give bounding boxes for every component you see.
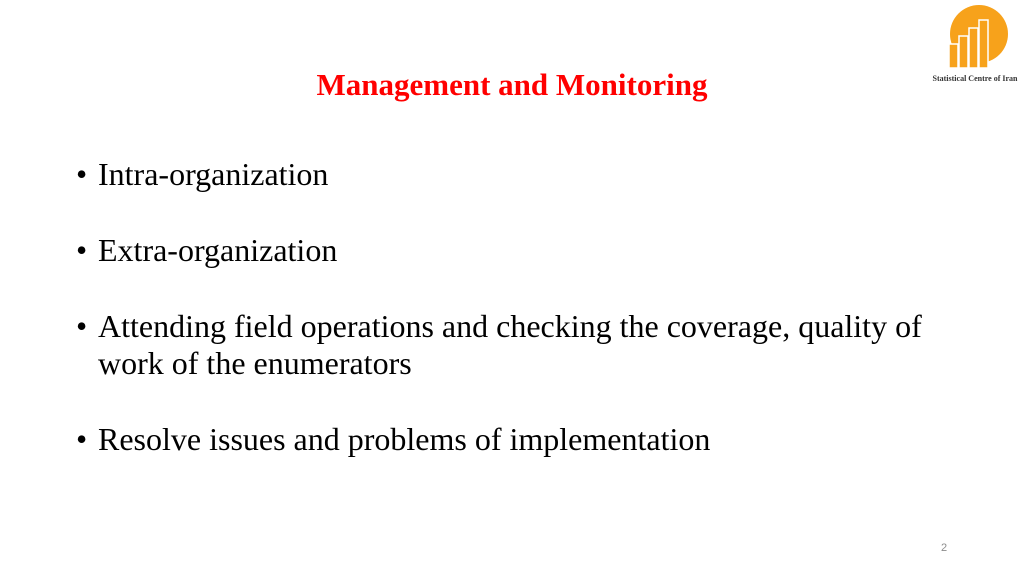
bullet-text: Intra-organization: [98, 156, 329, 192]
bullet-item-extra-organization: [76, 232, 956, 269]
bullet-list: [76, 156, 956, 458]
bullet-item-field-operations: [76, 308, 956, 382]
slide-title: Management and Monitoring: [316, 67, 708, 102]
bullet-text: Attending field operations and checking the coverage, quality of work of the enumerators: [98, 308, 922, 381]
bar-chart-sun-icon: [946, 4, 1008, 70]
bullet-text: Extra-organization: [98, 232, 338, 268]
bullet-marker: •: [76, 421, 88, 457]
bullet-marker: •: [76, 156, 88, 192]
bullet-marker: •: [76, 308, 88, 344]
bullet-item-intra-organization: [76, 156, 956, 193]
bullet-item-resolve-issues: [76, 421, 956, 458]
bullet-marker: •: [76, 232, 88, 268]
logo-caption: Statistical Centre of Iran: [932, 74, 1018, 83]
bullet-text: Resolve issues and problems of implementation: [98, 421, 711, 457]
page-number: 2: [940, 542, 948, 554]
